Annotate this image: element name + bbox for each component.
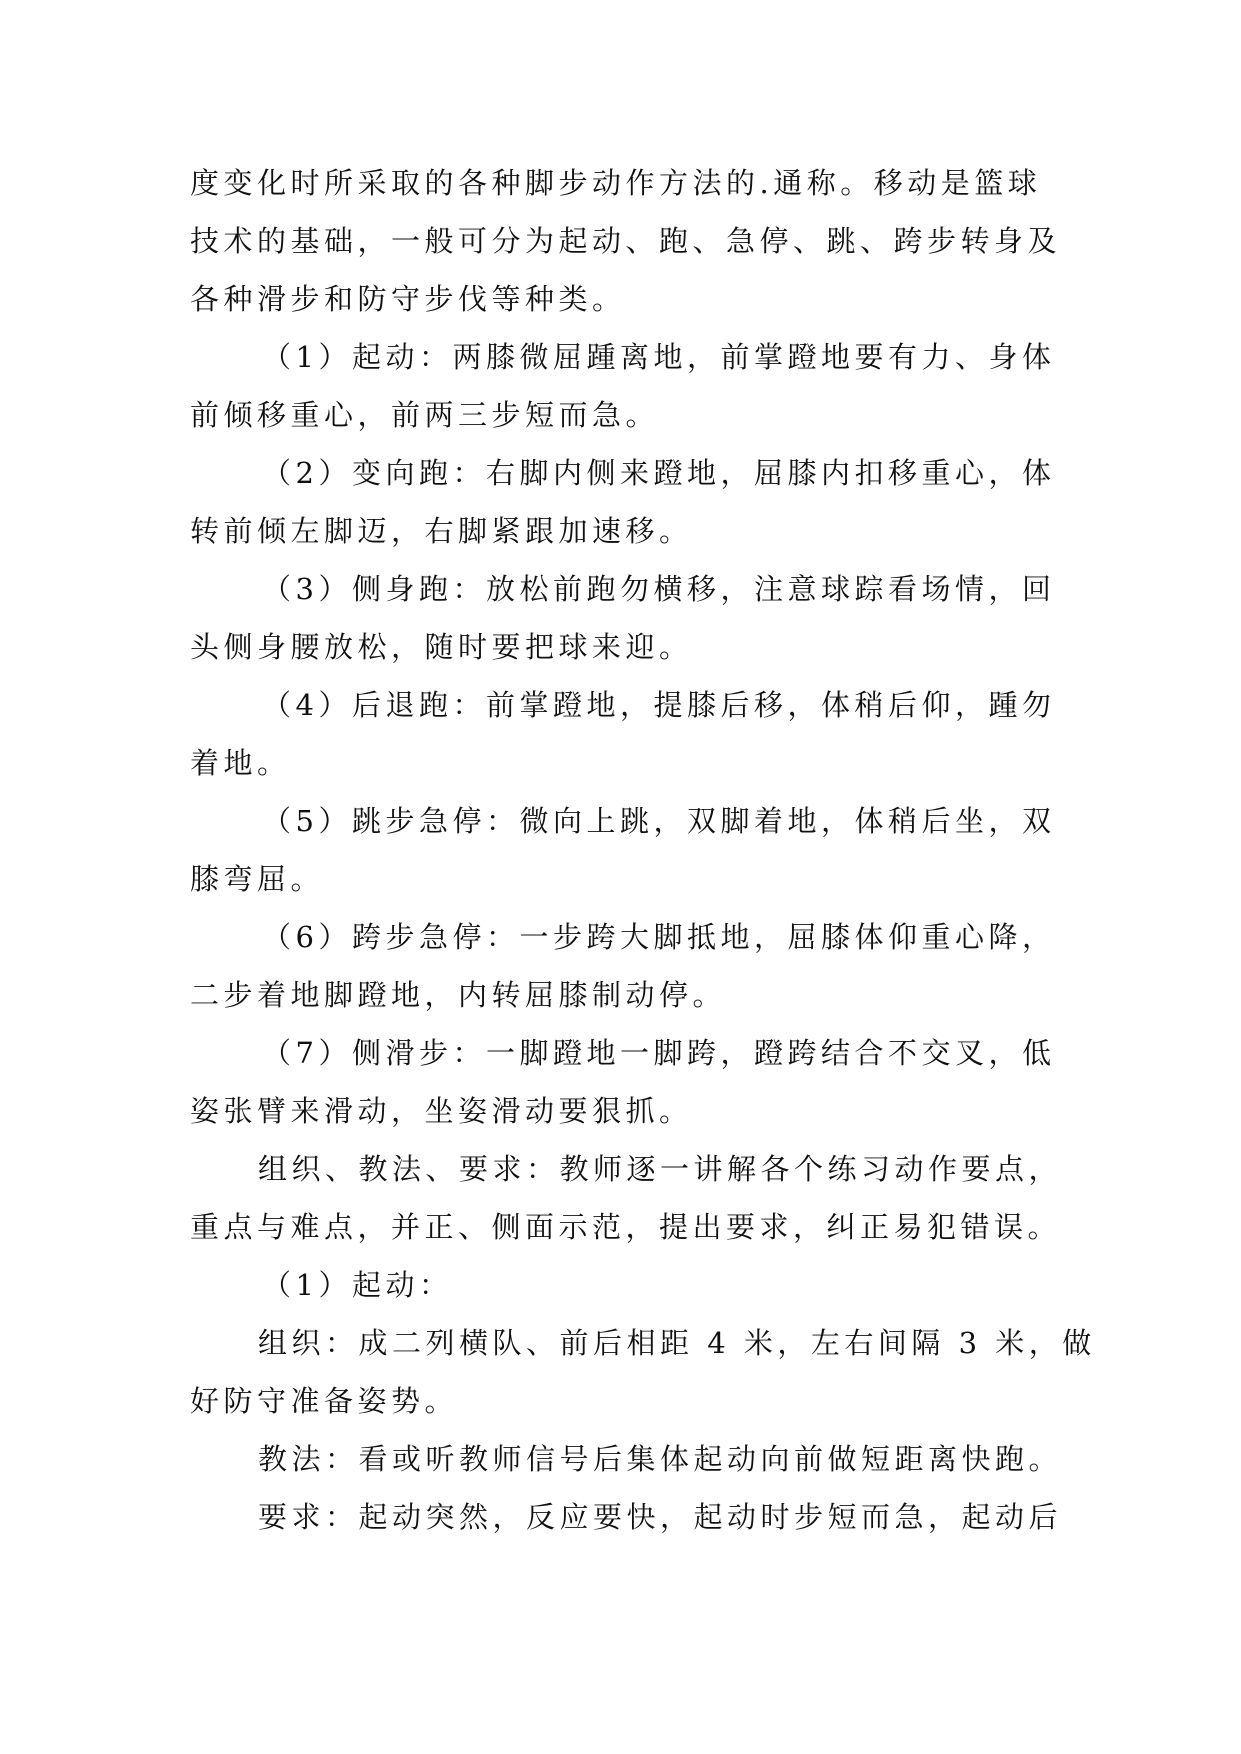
text-line: 膝弯屈。	[190, 862, 325, 896]
paragraph-item-1	[190, 328, 1056, 444]
paragraph-organize	[190, 1314, 1096, 1430]
text-line: 要求：起动突然，反应要快，起动时步短而急，起动后	[258, 1500, 1063, 1534]
text-line: 度变化时所采取的各种脚步动作方法的.通称。移动是篮球	[190, 166, 1042, 200]
text-line: 着地。	[190, 746, 291, 780]
body-text	[190, 154, 1096, 1546]
paragraph-teaching	[190, 1430, 1063, 1488]
text-line: （1）起动：两膝微屈踵离地，前掌蹬地要有力、身体	[262, 340, 1056, 374]
text-line: （6）跨步急停：一步跨大脚抵地，屈膝体仰重心降，	[262, 920, 1056, 954]
text-line: 头侧身腰放松，随时要把球来迎。	[190, 630, 693, 664]
text-line: 技术的基础，一般可分为起动、跑、急停、跳、跨步转身及	[190, 224, 1062, 258]
paragraph-item-6	[190, 908, 1056, 1024]
text-line: 好防守准备姿势。	[190, 1384, 459, 1418]
paragraph-method	[190, 1140, 1063, 1256]
text-line: 各种滑步和防守步伐等种类。	[190, 282, 626, 316]
paragraph-item-2	[190, 444, 1056, 560]
paragraph-requirement	[190, 1488, 1063, 1546]
text-line: 教法：看或听教师信号后集体起动向前做短距离快跑。	[258, 1442, 1063, 1476]
text-line: （7）侧滑步：一脚蹬地一脚跨，蹬跨结合不交叉，低	[262, 1036, 1056, 1070]
text-line: 前倾移重心，前两三步短而急。	[190, 398, 660, 432]
text-line: （1）起动：	[262, 1268, 453, 1302]
text-line: 转前倾左脚迈，右脚紧跟加速移。	[190, 514, 693, 548]
text-line: 二步着地脚蹬地，内转屈膝制动停。	[190, 978, 727, 1012]
paragraph-intro	[190, 154, 1062, 328]
text-line: 组织：成二列横队、前后相距 4 米，左右间隔 3 米，做	[258, 1326, 1096, 1360]
text-line: （2）变向跑：右脚内侧来蹬地，屈膝内扣移重心，体	[262, 456, 1056, 490]
paragraph-item-7	[190, 1024, 1056, 1140]
text-line: （3）侧身跑：放松前跑勿横移，注意球踪看场情，回	[262, 572, 1056, 606]
paragraph-item-4	[190, 676, 1056, 792]
text-line: 组织、教法、要求：教师逐一讲解各个练习动作要点，	[258, 1152, 1063, 1186]
text-line: 重点与难点，并正、侧面示范，提出要求，纠正易犯错误。	[190, 1210, 1062, 1244]
text-line: （4）后退跑：前掌蹬地，提膝后移，体稍后仰，踵勿	[262, 688, 1056, 722]
paragraph-item-3	[190, 560, 1056, 676]
text-line: （5）跳步急停：微向上跳，双脚着地，体稍后坐，双	[262, 804, 1056, 838]
paragraph-sub-1	[190, 1256, 1050, 1314]
paragraph-item-5	[190, 792, 1056, 908]
text-line: 姿张臂来滑动，坐姿滑动要狠抓。	[190, 1094, 693, 1128]
